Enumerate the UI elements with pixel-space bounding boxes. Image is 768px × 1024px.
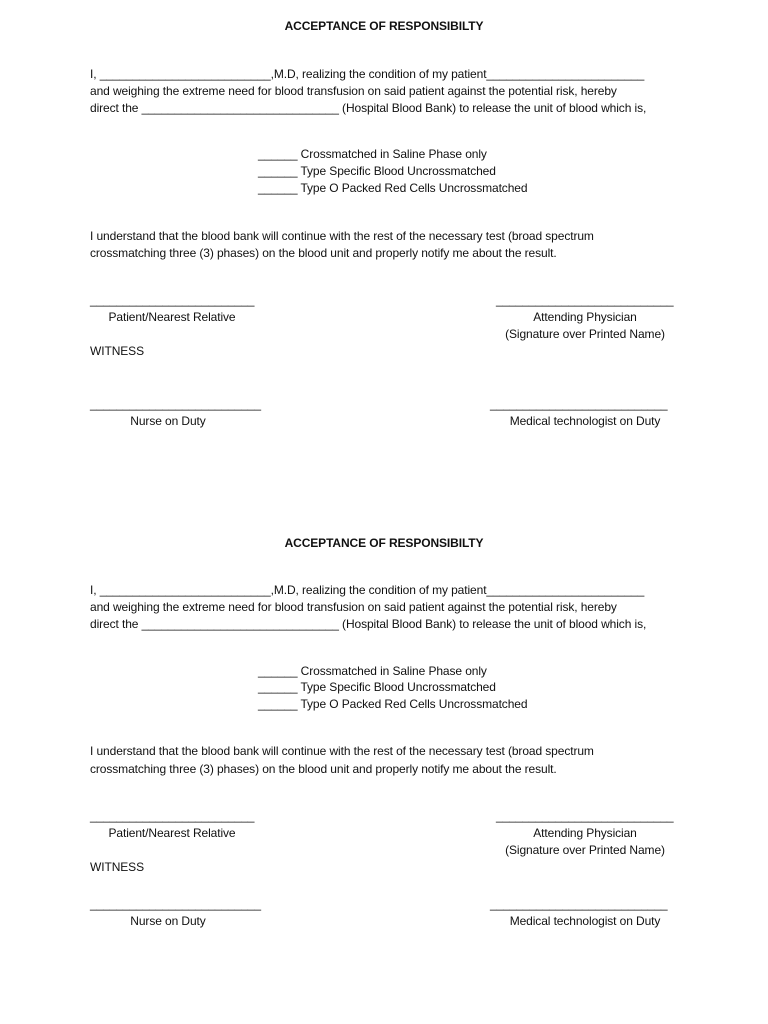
medtech-label: Medical technologist on Duty <box>509 914 661 928</box>
paragraph1-line2: and weighing the extreme need for blood transfusion on said patient against the potential risk, hereby <box>90 84 617 98</box>
nurse-label: Nurse on Duty <box>130 414 206 428</box>
paragraph2-line1: I understand that the blood bank will continue with the rest of the necessary test (broad spectrum <box>90 229 594 243</box>
medtech-label: Medical technologist on Duty <box>509 414 661 428</box>
witness-label: WITNESS <box>90 860 144 874</box>
form-title: ACCEPTANCE OF RESPONSIBILTY <box>284 536 484 550</box>
physician-signature-line: ___________________________ <box>496 809 674 823</box>
patient-signature-line: _________________________ <box>90 293 255 307</box>
physician-label: Attending Physician <box>533 826 637 840</box>
physician-label: Attending Physician <box>533 310 637 324</box>
paragraph1-line3: direct the ______________________________ (Hospital Blood Bank) to release the unit of blood which is, <box>90 101 647 115</box>
option-type-specific: ______ Type Specific Blood Uncrossmatched <box>258 164 496 178</box>
nurse-signature-line: __________________________ <box>90 397 261 411</box>
witness-label: WITNESS <box>90 344 144 358</box>
option-crossmatched-saline: ______ Crossmatched in Saline Phase only <box>258 664 487 678</box>
patient-relative-label: Patient/Nearest Relative <box>108 310 236 324</box>
paragraph2-line1: I understand that the blood bank will continue with the rest of the necessary test (broad spectrum <box>90 744 594 758</box>
medtech-signature-line: ___________________________ <box>490 397 668 411</box>
form-title: ACCEPTANCE OF RESPONSIBILTY <box>284 19 484 33</box>
paragraph1-line1: I, __________________________,M.D, realizing the condition of my patient________________________ <box>90 67 645 81</box>
patient-signature-line: _________________________ <box>90 809 255 823</box>
option-crossmatched-saline: ______ Crossmatched in Saline Phase only <box>258 147 487 161</box>
acceptance-form-2 <box>0 517 768 1017</box>
acceptance-form-1 <box>0 0 768 500</box>
physician-sublabel: (Signature over Printed Name) <box>505 327 665 341</box>
option-type-specific: ______ Type Specific Blood Uncrossmatched <box>258 680 496 694</box>
paragraph1-line3: direct the ______________________________ (Hospital Blood Bank) to release the unit of blood which is, <box>90 617 647 631</box>
physician-signature-line: ___________________________ <box>496 293 674 307</box>
nurse-signature-line: __________________________ <box>90 897 261 911</box>
paragraph2-line2: crossmatching three (3) phases) on the blood unit and properly notify me about the result. <box>90 762 557 776</box>
paragraph1-line1: I, __________________________,M.D, realizing the condition of my patient________________________ <box>90 583 645 597</box>
nurse-label: Nurse on Duty <box>130 914 206 928</box>
option-type-o-packed: ______ Type O Packed Red Cells Uncrossmatched <box>258 181 528 195</box>
paragraph2-line2: crossmatching three (3) phases) on the blood unit and properly notify me about the result. <box>90 246 557 260</box>
paragraph1-line2: and weighing the extreme need for blood transfusion on said patient against the potential risk, hereby <box>90 600 617 614</box>
patient-relative-label: Patient/Nearest Relative <box>108 826 236 840</box>
physician-sublabel: (Signature over Printed Name) <box>505 843 665 857</box>
medtech-signature-line: ___________________________ <box>490 897 668 911</box>
option-type-o-packed: ______ Type O Packed Red Cells Uncrossmatched <box>258 697 528 711</box>
